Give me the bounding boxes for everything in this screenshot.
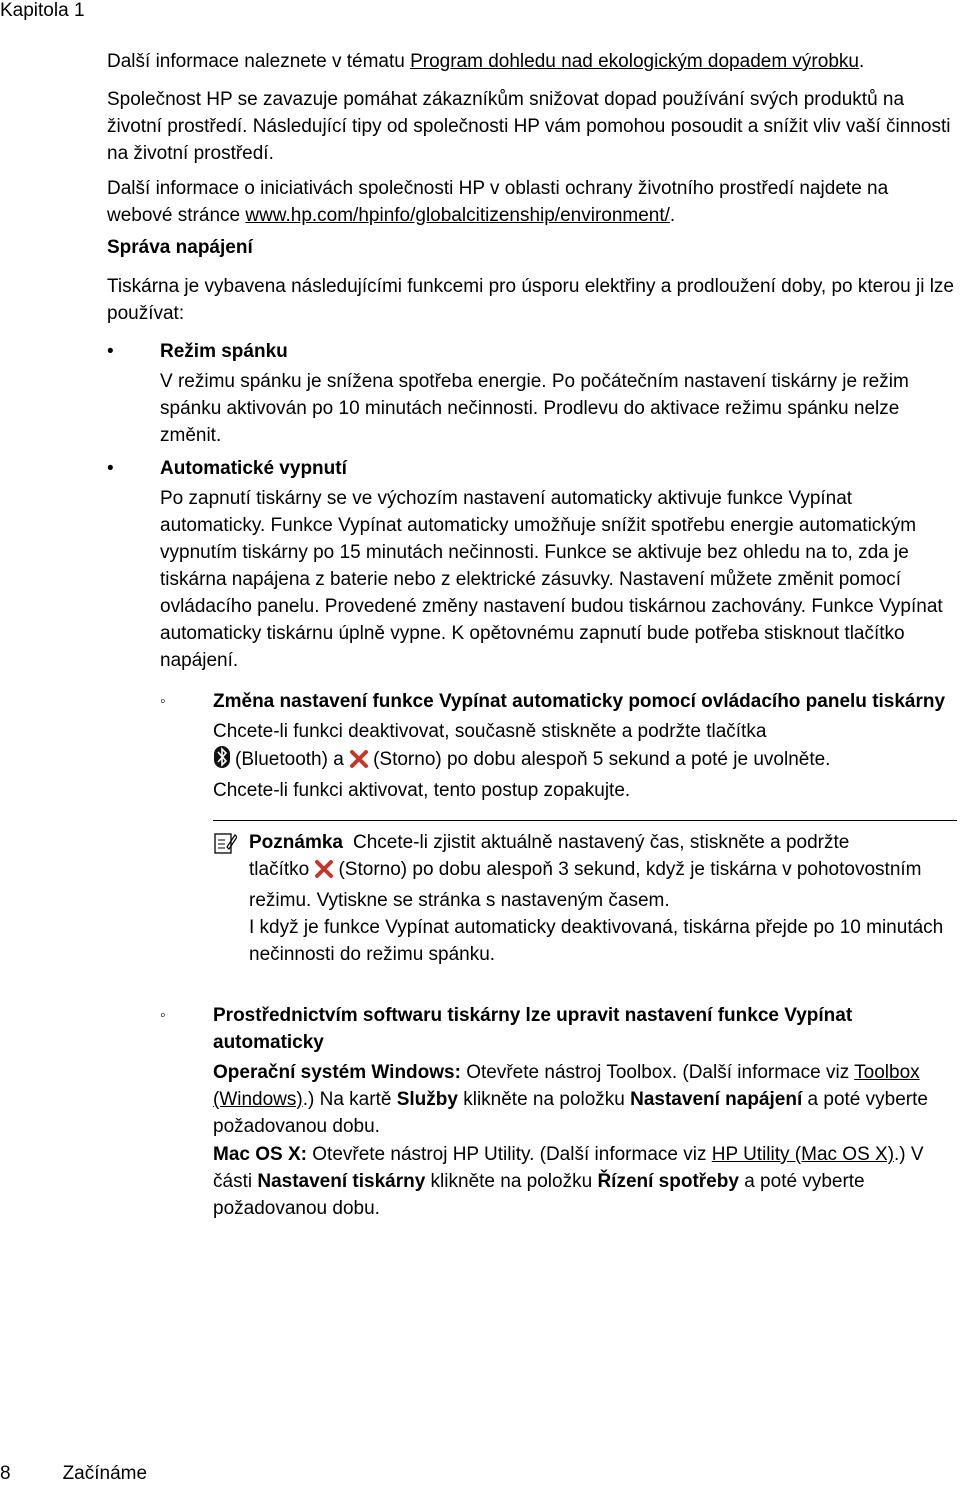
auto-off-text: Po zapnutí tiskárny se ve výchozím nastavení automaticky aktivuje funkce Vypínat automaticky. Funkce Vypínat automaticky umožňuje snížit spotřebu energie automatickým vypnutím tiskárny po 15 minutách nečinnosti. Funkce se aktivuje bez ohledu na to, zda je tiskárna napájena z baterie nebo z elektrické zásuvky. Nastavení můžete změnit pomocí ovládacího panelu. Provedené změny nastavení budou tiskárnou zachovány. Funkce Vypínat automaticky tiskárnu úplně vypne. K opětovnému zapnutí bude potřeba stisknout tlačítko napájení. [160,488,943,671]
bullet-auto-off [107,455,957,674]
sub-item-software [160,1002,957,1222]
intro-paragraph-1: Další informace naleznete v tématu Program dohledu nad ekologickým dopadem výrobku. [107,51,865,72]
section-intro: Tiskárna je vybavena následujícími funkcemi pro úsporu elektřiny a prodloužení doby, po kterou ji lze používat: [107,276,954,324]
storno-icon [314,859,334,887]
page-content [107,48,957,1222]
mac-instructions: Mac OS X: Otevřete nástroj HP Utility. (Další informace viz HP Utility (Mac OS X).) V části Nastavení tiskárny klikněte na položku Řízení spotřeby a poté vyberte požadovanou dobu. [213,1144,924,1219]
sleep-title: Režim spánku [160,341,288,362]
software-title: Prostřednictvím softwaru tiskárny lze upravit nastavení funkce Vypínat automaticky [213,1005,853,1053]
sub-item-panel [160,688,957,968]
note-line2: tlačítko (Storno) po dobu alespoň 3 sekund, když je tiskárna v pohotovostním režimu. Vytiskne se stránka s nastaveným časem. [249,859,922,911]
panel-line2: (Bluetooth) a (Storno) po dobu alespoň 5 sekund a poté je uvolněte. [213,745,957,777]
hp-environment-link[interactable]: www.hp.com/hpinfo/globalcitizenship/environment/ [245,205,670,226]
page-footer [0,1463,147,1485]
hp-utility-mac-link[interactable]: HP Utility (Mac OS X) [711,1144,895,1165]
toolbox-windows-link[interactable]: Toolbox (Windows) [213,1062,920,1110]
note-label: Poznámka [249,832,343,853]
bullet-sleep-mode [107,338,957,449]
storno-icon [349,749,369,777]
section-title: Správa napájení [107,237,253,258]
sub-bullet: ◦ [160,693,166,710]
footer-section-name: Začínáme [62,1463,148,1484]
panel-line1: Chcete-li funkci deaktivovat, současně stiskněte a podržte tlačítka [213,721,767,742]
bluetooth-icon [213,745,231,777]
auto-off-title: Automatické vypnutí [160,458,347,479]
note-box [213,820,957,968]
windows-instructions: Operační systém Windows: Otevřete nástroj Toolbox. (Další informace viz Toolbox (Windows).) Na kartě Služby klikněte na položku Nastavení napájení a poté vyberte požadovanou dobu. [213,1062,928,1137]
panel-line3: Chcete-li funkci aktivovat, tento postup zopakujte. [213,780,631,801]
page-number: 8 [0,1463,11,1484]
bullet-dot: • [107,341,114,362]
panel-title: Změna nastavení funkce Vypínat automaticky pomocí ovládacího panelu tiskárny [213,691,946,712]
intro-paragraph-2: Společnost HP se zavazuje pomáhat zákazníkům snižovat dopad používání svých produktů na životní prostředí. Následující tipy od společnosti HP vám pomohou posoudit a snížit vliv vaší činnosti na životní prostředí. [107,89,951,164]
intro-paragraph-3: Další informace o iniciativách společnosti HP v oblasti ochrany životního prostředí najdete na webové stránce www.hp.com/hpinfo/globalcitizenship/environment/. [107,178,889,226]
note-icon [213,831,237,863]
note-line1: Chcete-li zjistit aktuálně nastavený čas, stiskněte a podržte [352,832,850,853]
sub-bullet: ◦ [160,1007,166,1024]
chapter-header: Kapitola 1 [0,0,85,21]
eco-program-link[interactable]: Program dohledu nad ekologickým dopadem výrobku [410,51,859,72]
note-line3: I když je funkce Vypínat automaticky deaktivovaná, tiskárna přejde po 10 minutách nečinnosti do režimu spánku. [249,917,944,965]
bullet-dot: • [107,458,114,479]
sleep-text: V režimu spánku je snížena spotřeba energie. Po počátečním nastavení tiskárny je režim spánku aktivován po 10 minutách nečinnosti. Prodlevu do aktivace režimu spánku nelze změnit. [160,371,909,446]
